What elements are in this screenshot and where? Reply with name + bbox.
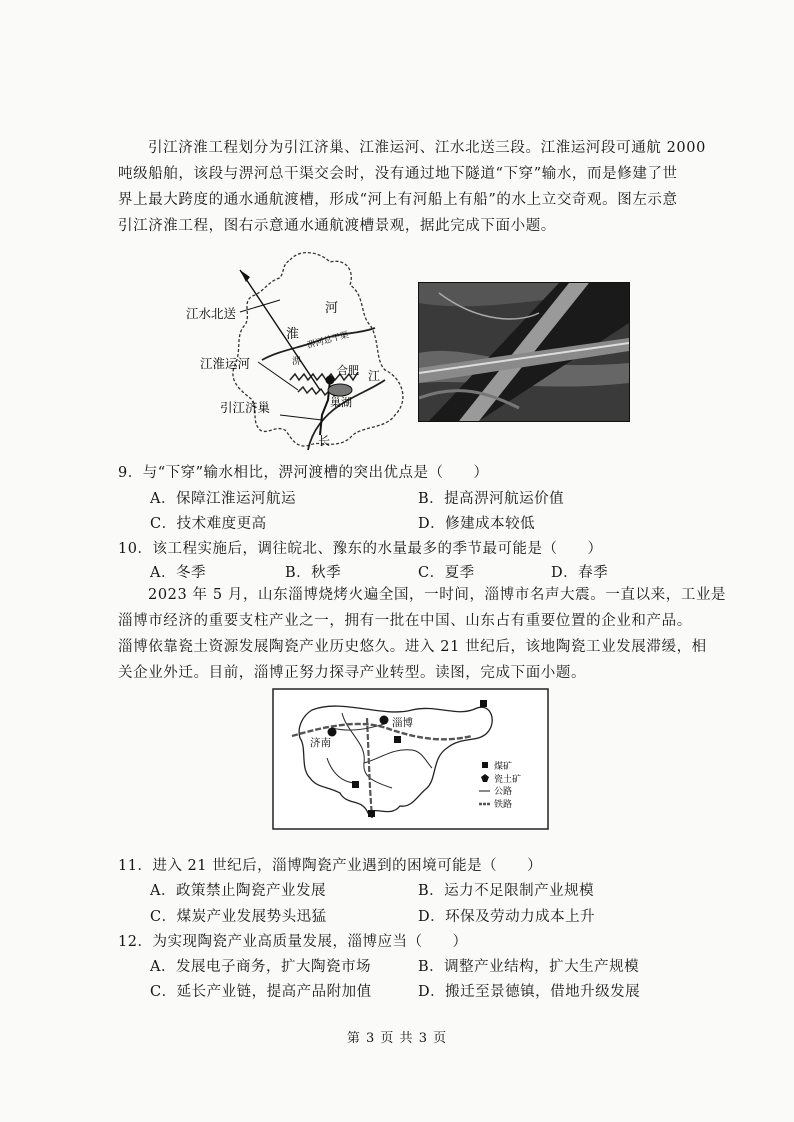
jinan-city bbox=[328, 728, 337, 737]
question-10-option-a[interactable]: A．冬季 bbox=[150, 565, 206, 581]
legend-clay: 瓷土矿 bbox=[494, 775, 522, 785]
label-chaohu: 巢湖 bbox=[330, 396, 352, 409]
question-11-option-c[interactable]: C．煤炭产业发展势头迅猛 bbox=[150, 909, 327, 925]
aqueduct-photo bbox=[418, 282, 630, 422]
question-11-option-a[interactable]: A．政策禁止陶瓷产业发展 bbox=[150, 883, 326, 899]
passage-1 bbox=[118, 135, 706, 239]
question-12-option-d[interactable]: D．搬迁至景德镇，借地升级发展 bbox=[418, 984, 641, 1000]
label-jiangshui-beisong: 江水北送 bbox=[186, 306, 237, 321]
label-pi: 淠 bbox=[292, 357, 302, 367]
passage-1-line: 引江济淮工程划分为引江济巢、江淮运河、江水北送三段。江淮运河段可通航 2000 bbox=[148, 140, 706, 156]
label-hefei: 合肥 bbox=[337, 364, 359, 377]
page-footer: 第 3 页 共 3 页 bbox=[346, 1031, 448, 1046]
question-10-option-b[interactable]: B．秋季 bbox=[285, 565, 342, 581]
coal-mine-marker bbox=[352, 781, 359, 788]
legend-railway: 铁路 bbox=[494, 800, 513, 810]
passage-1-line: 吨级船舶，该段与淠河总干渠交会时，没有通过地下隧道“下穿”输水，而是修建了世 bbox=[118, 166, 678, 182]
question-9-option-d[interactable]: D．修建成本较低 bbox=[418, 516, 536, 532]
passage-1-line: 引江济淮工程，图右示意通水通航渡槽景观，据此完成下面小题。 bbox=[118, 218, 556, 234]
question-12-option-c[interactable]: C．延长产业链，提高产品附加值 bbox=[150, 984, 372, 1000]
question-12-option-a[interactable]: A．发展电子商务，扩大陶瓷市场 bbox=[150, 959, 371, 975]
question-11-stem: 11．进入 21 世纪后，淄博陶瓷产业遇到的困境可能是（ ） bbox=[118, 858, 543, 874]
aqueduct-photo-art bbox=[419, 283, 629, 421]
question-9-option-a[interactable]: A．保障江淮运河航运 bbox=[150, 491, 296, 507]
question-9-option-b[interactable]: B．提高淠河航运价值 bbox=[418, 491, 565, 507]
label-jinan: 济南 bbox=[310, 737, 331, 749]
label-yinjiang-jichao: 引江济巢 bbox=[220, 400, 271, 415]
label-huai: 淮 bbox=[286, 327, 300, 342]
label-jianghuai-yunhe: 江淮运河 bbox=[200, 356, 251, 371]
legend-coal: 煤矿 bbox=[494, 762, 513, 772]
passage-2 bbox=[118, 582, 727, 686]
passage-2-line: 淄博市经济的重要支柱产业之一，拥有一批在中国、山东占有重要位置的企业和产品。 bbox=[118, 613, 692, 629]
zibo-city bbox=[380, 716, 389, 725]
label-he: 河 bbox=[325, 301, 339, 316]
question-10-option-d[interactable]: D．春季 bbox=[551, 565, 609, 581]
label-chang: 长 bbox=[318, 434, 331, 448]
passage-2-line: 淄博依靠瓷土资源发展陶瓷产业历史悠久。进入 21 世纪后，该地陶瓷工业发展滞缓，相 bbox=[118, 639, 707, 655]
question-10-stem: 10．该工程实施后，调往皖北、豫东的水量最多的季节最可能是（ ） bbox=[118, 541, 603, 557]
coal-mine-marker bbox=[394, 736, 401, 743]
question-11-option-d[interactable]: D．环保及劳动力成本上升 bbox=[418, 909, 596, 925]
passage-2-line: 2023 年 5 月，山东淄博烧烤火遍全国，一时间，淄博市名声大震。一直以来，工业是 bbox=[148, 587, 727, 603]
label-zibo: 淄博 bbox=[392, 717, 413, 729]
coal-mine-marker bbox=[368, 810, 375, 817]
question-9-stem: 9．与“下穿”输水相比，淠河渡槽的突出优点是（ ） bbox=[118, 465, 489, 481]
passage-1-line: 界上最大跨度的通水通航渡槽，形成“河上有河船上有船”的水上立交奇观。图左示意 bbox=[118, 192, 678, 208]
province-boundary bbox=[233, 253, 403, 446]
hefei-city bbox=[326, 376, 335, 385]
legend-highway: 公路 bbox=[494, 787, 513, 797]
question-9-option-c[interactable]: C．技术难度更高 bbox=[150, 516, 267, 532]
passage-2-line: 关企业外迁。目前，淄博正努力探寻产业转型。读图，完成下面小题。 bbox=[118, 665, 587, 681]
label-jiang: 江 bbox=[368, 369, 381, 383]
question-11-option-b[interactable]: B．运力不足限制产业规模 bbox=[418, 883, 595, 899]
yinjiang-jihuai-map bbox=[180, 240, 420, 460]
zibo-map bbox=[272, 688, 549, 830]
label-pihe-zonggan: 淠河总干渠 bbox=[306, 330, 350, 351]
question-12-option-b[interactable]: B．调整产业结构，扩大生产规模 bbox=[418, 959, 640, 975]
question-12-stem: 12．为实现陶瓷产业高质量发展，淄博应当（ ） bbox=[118, 934, 468, 950]
coal-mine-marker bbox=[480, 700, 487, 707]
chaohu-lake bbox=[328, 384, 352, 396]
legend-coal-swatch bbox=[482, 762, 488, 768]
question-10-option-c[interactable]: C．夏季 bbox=[418, 565, 475, 581]
